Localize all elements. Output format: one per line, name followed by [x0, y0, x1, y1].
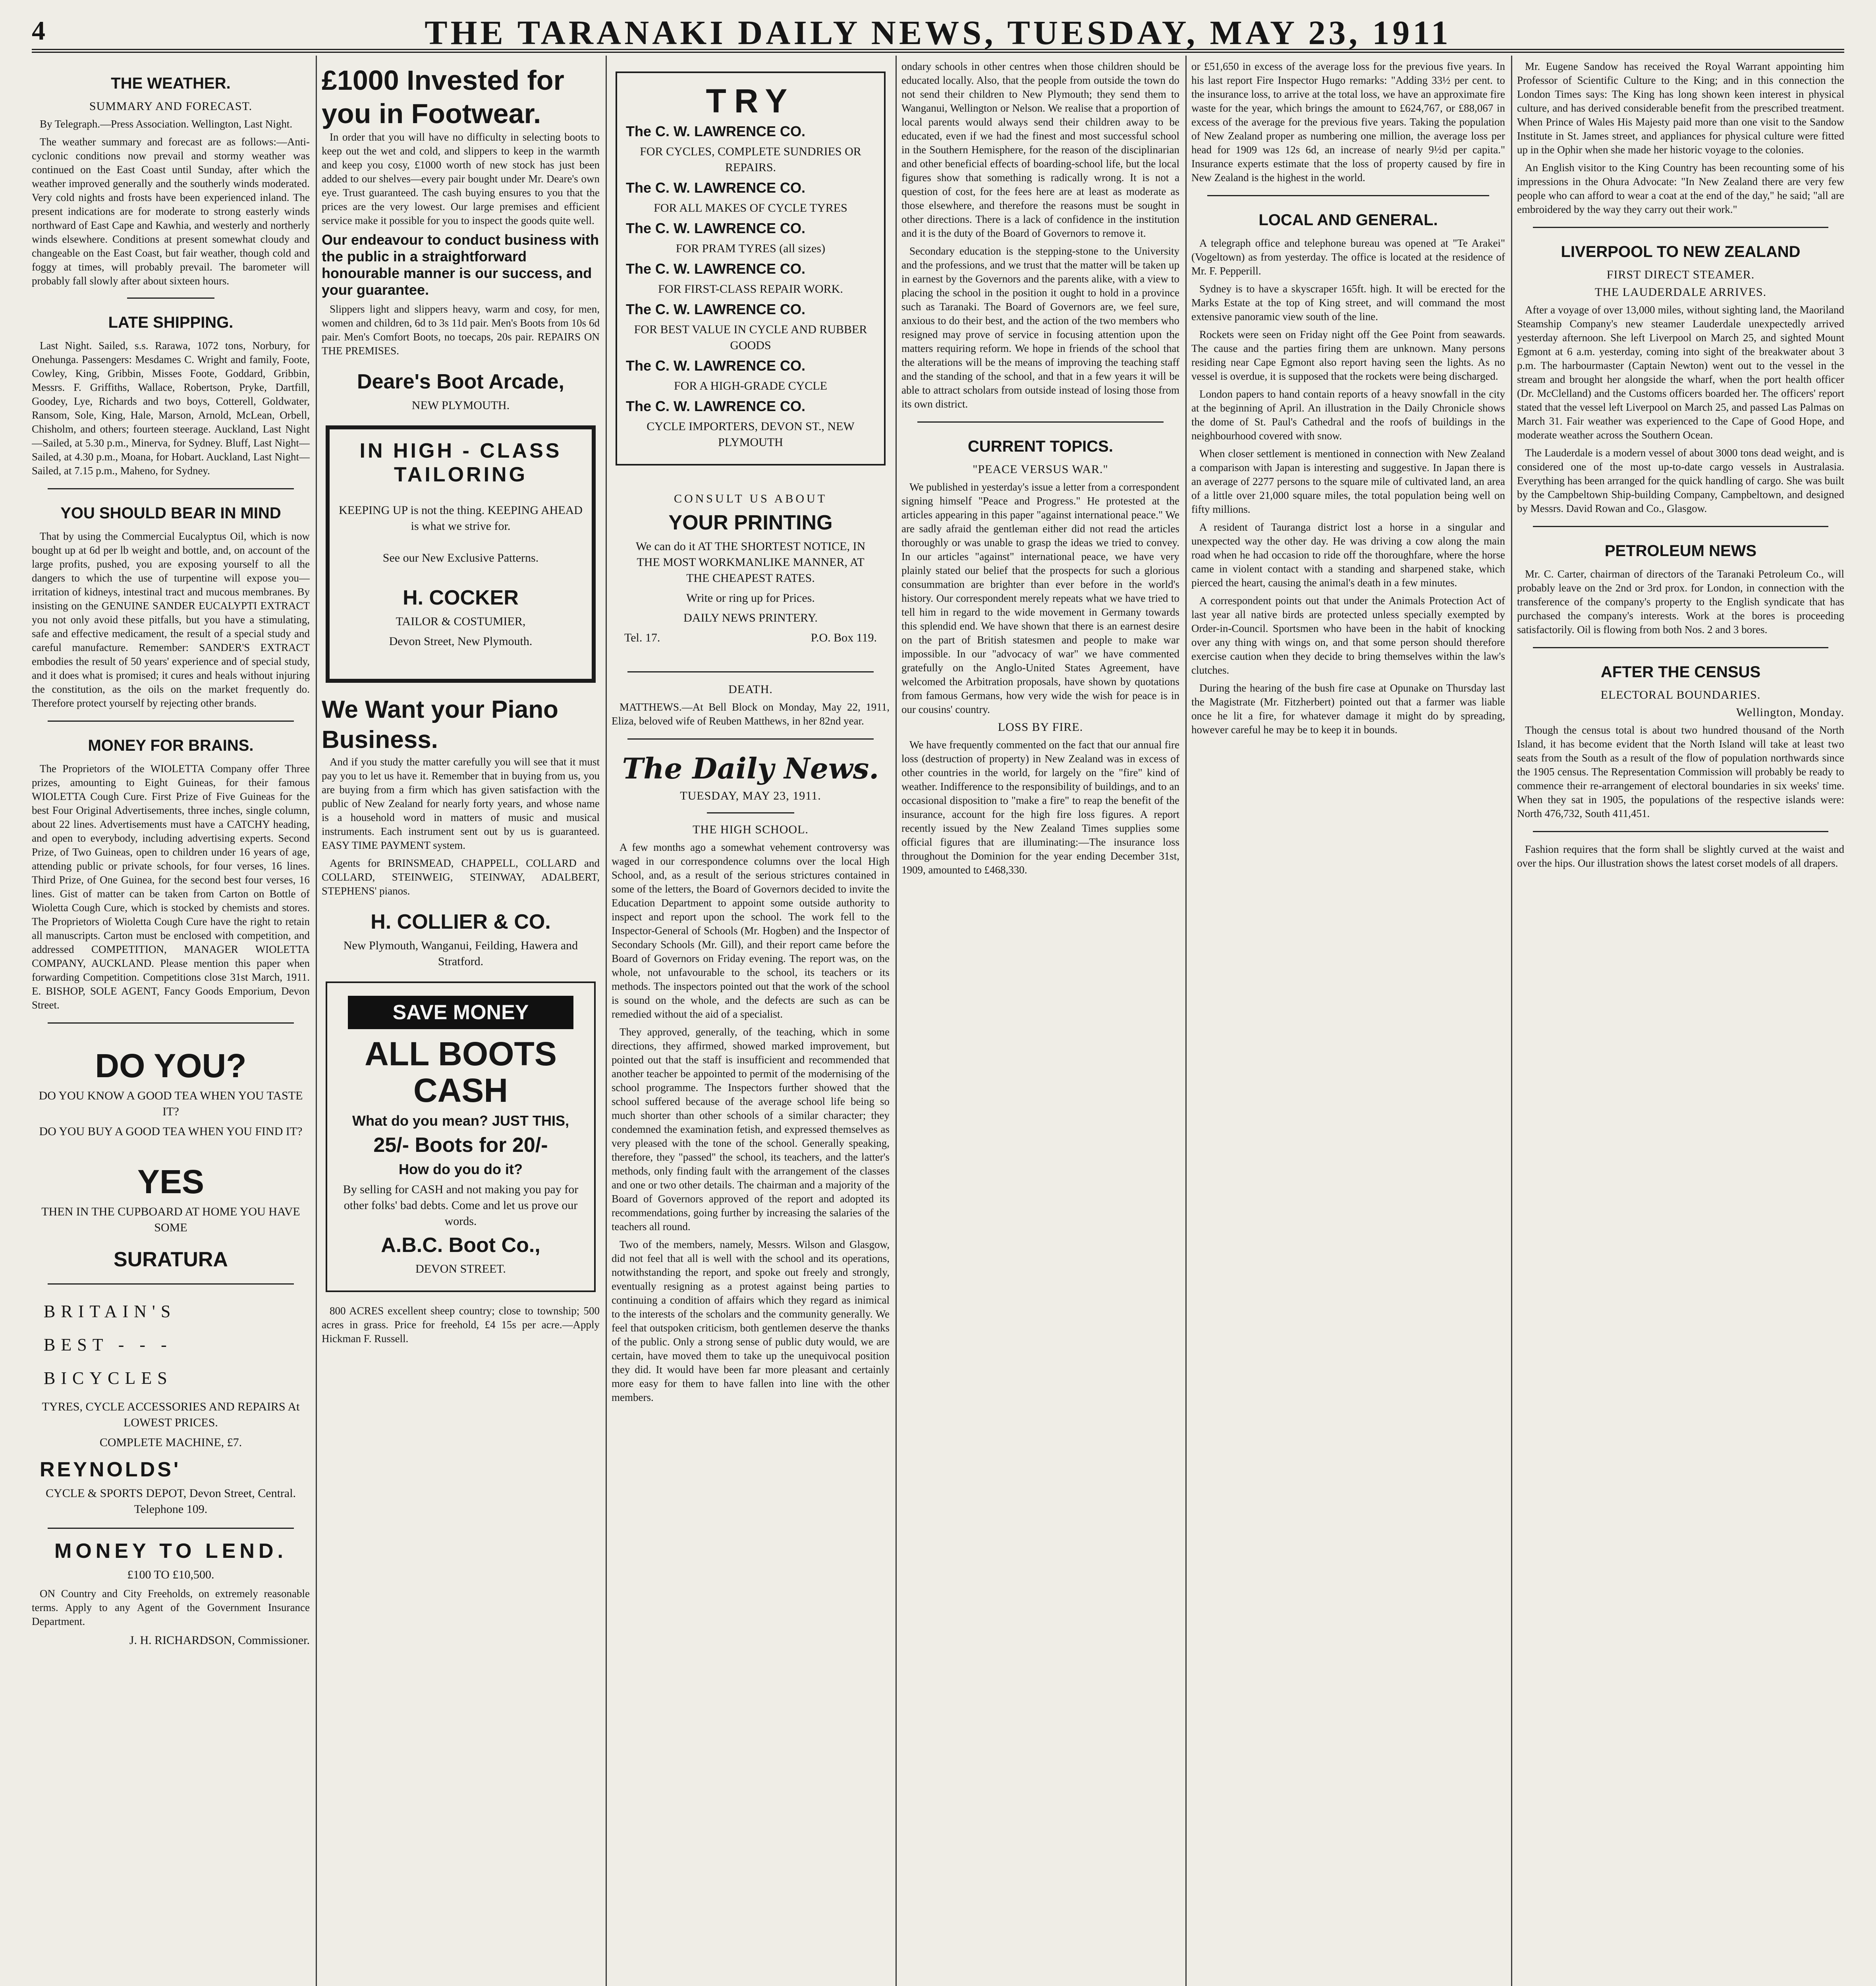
boots-price: 25/- Boots for 20/-: [373, 1134, 548, 1157]
weather-dateline: By Telegraph.—Press Association. Wellington, Last Night.: [40, 118, 293, 130]
column-3: [612, 60, 890, 1986]
school-article-3: Two of the members, namely, Messrs. Wilson and Glasgow, did not feel that all is well with the school and its operations, notwithstanding the report, and spoke out freely and strongly, eventually resigning as a protest against being parties to continuing a condition of affairs which they regard as inimical to the interests of the scholars and the community generally. We feel that outspoken criticism, both gentlemen deserve the thanks of the public. Only a strong sense of public duty would, we are certain, have moved them to take up the unequivocal position they did. It would have been far more pleasant and certainly more easy for them to have fallen into line with the other members.: [612, 1238, 890, 1403]
fire-subheading: LOSS BY FIRE.: [998, 721, 1083, 734]
printery-tel: Tel. 17.: [624, 631, 660, 644]
all-boots-cash: ALL BOOTS CASH: [365, 1035, 557, 1109]
eucalypti-ad-text: That by using the Commercial Eucalyptus Oil, which is now bought up at 6d per lb weight and bottle, and, on account of the large profits, pushed, you are exposing yourself to all the dangers to which the use of turpentine will expose you—irritation of kidneys, intestinal tract and mucous membranes. By insisting on the GENUINE SANDER EUCALYPTI EXTRACT you not only avoid these pitfalls, but you have a stimulating, safe and effective medicament, the result of a special study and careful manufacture. Remember: SANDER'S EXTRACT embodies the result of 50 years' experience and of special study, and it does what is promised; it cures and heals without injuring the constitution, as the oils on the market frequently do. Therefore protect yourself by rejecting other brands.: [32, 530, 310, 709]
census-dateline: Wellington, Monday.: [1736, 706, 1844, 719]
petroleum-article: Mr. C. Carter, chairman of directors of the Taranaki Petroleum Co., will probably leave on the 2nd or 3rd prox. for London, in connection with the transference of the company's property to the English syndicate that has purchased the company's interests. Work at the bores is proceeding satisfactorily. Oil is flowing from both Nos. 2 and 3 bores.: [1517, 568, 1844, 636]
daily-news-nameplate: The Daily News.: [622, 752, 879, 785]
fashion-item: Fashion requires that the form shall be slightly curved at the waist and over the hips. Our illustration shows the latest corset models of all drapers.: [1517, 843, 1844, 869]
census-subheading: ELECTORAL BOUNDARIES.: [1600, 688, 1761, 701]
school-article-1: A few months ago a somewhat vehement controversy was waged in our correspondence columns over the local High School, and, as a result of the serious strictures contained in some of the letters, the Board of Governors decided to invite the Education Department to appoint some outside authority to inspect and report upon the school. The work fell to the Inspector-General of Schools (Mr. Hogben) and the Inspector of Secondary Schools (Mr. Gill), and their report came before the Board of Governors on Friday evening. The report was, on the whole, not unfavourable to the school, its teachers or its methods. The inspectors pointed out that the work of the school is sound on the whole, and the defects are such as can be remedied without the aid of a specialist.: [612, 841, 890, 1020]
consult-line: CONSULT US ABOUT: [674, 492, 828, 505]
death-heading: DEATH.: [728, 683, 773, 696]
collier-places: New Plymouth, Wanganui, Feilding, Hawera and Stratford.: [343, 939, 578, 968]
divider: [1533, 227, 1828, 228]
divider: [627, 738, 874, 740]
death-notice: MATTHEWS.—At Bell Block on Monday, May 22, 1911, Eliza, beloved wife of Reuben Matthews, in her 82nd year.: [612, 701, 890, 727]
column-rule: [316, 56, 317, 1986]
local-item: Rockets were seen on Friday night off the Gee Point from seawards. The cause and the parties firing them are unknown. Many persons residing near Cape Egmont also report having seen the lights. As no vessel is overdue, it is supposed that the rockets were being discharged.: [1191, 328, 1505, 382]
school-article-2: They approved, generally, of the teaching, which in some directions, they affirmed, showed marked improvement, but pointed out that the staff is insufficient and recommended that another teacher be appointed to permit of the modernising of the school programme. The Inspectors further showed that the school suffered because of the average school life being so much shorter than other schools of a similar character; they condemned the examination fetish, and expressed themselves as very pleased with the tone of the school. Generally speaking, therefore, they "passed" the school, its teachers, and the latter's methods, only finding fault with the arrangement of the classes and one or two other details. The chairman and a majority of the Board of Governors approved of the report and adopted its recommendations, going further by increasing the salaries of the teachers all round.: [612, 1026, 890, 1233]
weather-subheading: SUMMARY AND FORECAST.: [89, 100, 253, 113]
nameplate-date: TUESDAY, MAY 23, 1911.: [680, 789, 821, 802]
steamer-subheading: FIRST DIRECT STEAMER.: [1606, 268, 1755, 281]
weather-heading: THE WEATHER.: [111, 75, 231, 92]
money-sum: £100 TO £10,500.: [127, 1568, 214, 1581]
masthead: [32, 11, 1844, 53]
richardson-signature: J. H. RICHARDSON, Commissioner.: [129, 1634, 310, 1647]
divider: [1207, 195, 1489, 196]
tailoring-ad: [326, 425, 596, 683]
boots-question: What do you mean? JUST THIS,: [352, 1113, 569, 1129]
printing-ad: [616, 477, 886, 659]
money-heading: MONEY TO LEND.: [54, 1540, 287, 1563]
column-rule: [896, 56, 897, 1986]
shipping-article: Last Night. Sailed, s.s. Rarawa, 1072 tons, Norbury, for Onehunga. Passengers: Mesdames C. Wright and family, Foote, Cowley, King, Gribbin, Misses Foote, Goddard, Gribbin, Messrs. F. Griffiths, Wallace, Robertson, Pryke, Dartfill, Goodey, Lye, Richards and two boys, Cotterell, Goldwater, Ransom, Sole, King, Hale, Marson, Arnold, McLean, Orbell, Chisholm, and others; fourteen steerage. Auckland, Last Night—Sailed, at 5.30 p.m., Minerva, for Sydney. Bluff, Last Night—Sailed, at 4.30 p.m., Moana, for Hobart. Auckland, Last Night—Sailed, at 7.15 p.m., Maheno, for Sydney.: [32, 340, 310, 477]
local-item: During the hearing of the bush fire case at Opunake on Thursday last the Magistrate (Mr. Fitzherbert) pointed out that a farmer was liable once he lit a fire, for whatever damage it might do by spreading, however careful he may be to keep it in bounds.: [1191, 682, 1505, 736]
divider: [1533, 831, 1828, 832]
lawrence-name: The C. W. LAWRENCE CO.: [626, 301, 806, 317]
local-item: A resident of Tauranga district lost a horse in a singular and unexpected way the other day. He was driving a cow along the main road when he had occasion to ride off the thoroughfare, where the horse came in violent contact with a standing and sharpened stake, which pierced the heart, causing the animal's death in a few minutes.: [1191, 521, 1505, 589]
lawrence-item-5: FOR BEST VALUE IN CYCLE AND RUBBER GOODS: [634, 323, 867, 352]
census-heading: AFTER THE CENSUS: [1600, 663, 1761, 681]
lauderdale-article: After a voyage of over 13,000 miles, without sighting land, the Maoriland Steamship Company's new steamer Lauderdale unexpectedly arrived yesterday afternoon. She left Liverpool on March 25, and sighted Mount Egmont at 6 a.m. yesterday, coming into sight of the breakwater about 3 p.m. The harbourmaster (Captain Newton) went out to the vessel in the stream and brought her alongside the wharf, when the port health officer (Dr. McClelland) and the Customs officers boarded her. The officers' report stated that the vessel left Liverpool on March 25, and passed Las Palmas on March 31. Fair weather was experienced to the Cape of Good Hope, and moderate weather across the Southern Ocean.: [1517, 304, 1844, 441]
printing-write: Write or ring up for Prices.: [686, 591, 815, 605]
local-item: A correspondent points out that under the Animals Protection Act of last year all native birds are protected unless specially exempted by Order-in-Council. Sportsmen who have been in the habit of knocking over any thing with wings on, and that some person should therefore exercise caution when they decide to bring themselves within the law's clutches.: [1191, 595, 1505, 676]
footwear-text: In order that you will have no difficulty in selecting boots to keep out the wet and cold, and slippers to keep in the warmth and keep you cosy, £1000 worth of new stock has just been added to our shelves—every pair bought under Mr. Deare's own eye. Trust guaranteed. The cash buying ensures to you that the prices are the very lowest. Our large premises and efficient service make it possible for you to inspect the goods quite well.: [322, 131, 600, 226]
fire-article-continued: or £51,650 in excess of the average loss for the previous five years. In his last report Fire Inspector Hugo remarks: "Adding 33½ per cent. to the insurance loss, to arrive at the total loss, we have an approximate fire waste for the year, which brings the amount to £624,767, or £88,067 in excess of the average for the previous five years. Taking the population of New Zealand proper as numbering one million, the average loss per head for 1909 was 12s 6d, an increase of nearly 9½d per capita." Insurance experts estimate that the loss of property caused by fire in New Zealand is the highest in the world.: [1191, 60, 1505, 184]
divider: [127, 298, 214, 299]
liverpool-heading: LIVERPOOL TO NEW ZEALAND: [1561, 243, 1801, 261]
local-item: Sydney is to have a skyscraper 165ft. high. It will be erected for the Marks Estate at the top of King street, and will command the most extensive panoramic view south of the line.: [1191, 283, 1505, 323]
footwear-prices: Slippers light and slippers heavy, warm and cosy, for men, women and children, 6d to 3s 11d pair. Men's Boots from 10s 6d pair. Men's Comfort Boots, no toecaps, 20s pair. REPAIRS ON THE PREMISES.: [322, 303, 600, 357]
local-item: London papers to hand contain reports of a heavy snowfall in the city at the beginning of April. An illustration in the Daily Chronicle shows the dome of St. Paul's Cathedral and the roofs of buildings in the neighbourhood covered with snow.: [1191, 388, 1505, 442]
sheep-country-ad: 800 ACRES excellent sheep country; close to township; 500 acres in grass. Price for freehold, £4 15s per acre.—Apply Hickman F. Russell.: [322, 1305, 600, 1345]
bsa-price: COMPLETE MACHINE, £7.: [99, 1436, 242, 1449]
money-text: ON Country and City Freeholds, on extremely reasonable terms. Apply to any Agent of the Government Insurance Department.: [32, 1588, 310, 1627]
lawrence-name: The C. W. LAWRENCE CO.: [626, 220, 806, 236]
page-number: 4: [32, 15, 45, 46]
local-general-heading: LOCAL AND GENERAL.: [1258, 211, 1438, 229]
lawrence-name: The C. W. LAWRENCE CO.: [626, 123, 806, 139]
deare-place: NEW PLYMOUTH.: [411, 399, 510, 412]
abc-name: A.B.C. Boot Co.,: [381, 1234, 540, 1257]
lawrence-item-4: FOR FIRST-CLASS REPAIR WORK.: [658, 282, 843, 296]
printery-box: P.O. Box 119.: [811, 631, 877, 644]
reynolds-name: REYNOLDS': [40, 1458, 181, 1481]
footwear-guarantee: Our endeavour to conduct business with the public in a straightforward honourable manner is our success, and your guarantee.: [322, 232, 599, 298]
printing-text: We can do it AT THE SHORTEST NOTICE, IN THE MOST WORKMANLIKE MANNER, AT THE CHEAPEST RATES.: [635, 540, 866, 585]
suratura-brand: SURATURA: [114, 1248, 228, 1271]
lauderdale-subheading: THE LAUDERDALE ARRIVES.: [1594, 286, 1767, 299]
lawrence-item-1: FOR CYCLES, COMPLETE SUNDRIES OR REPAIRS.: [640, 145, 861, 174]
do-you-heading: DO YOU?: [95, 1047, 247, 1084]
lawrence-item-3: FOR PRAM TYRES (all sizes): [676, 242, 826, 255]
piano-agents: Agents for BRINSMEAD, CHAPPELL, COLLARD and COLLARD, STEINWEIG, STEINWAY, ADALBERT, STEPHENS' pianos.: [322, 857, 600, 897]
local-item: A telegraph office and telephone bureau was opened at "Te Arakei" (Vogeltown) as from yesterday. The office is located at the residence of Mr. F. Pepperill.: [1191, 237, 1505, 277]
sandow-article: Mr. Eugene Sandow has received the Royal Warrant appointing him Professor of Scientific Culture to the King; and in this connection the London Times says: The King has long shown keen interest in physical culture, and has derived considerable benefit from the prescribed treatment. When Prince of Wales His Majesty paid more than one visit to the Sandow Institute in St. James street, and appliances for physical culture were fitted up in the Ophir when she made her historic voyage to the colonies.: [1517, 60, 1844, 156]
column-5: [1191, 60, 1505, 1986]
divider: [627, 671, 874, 672]
school-article-continued-2: Secondary education is the stepping-stone to the University and the professions, and we trust that the matter will be taken up in earnest by the Governors and the parents alike, with a view to placing the school in the position it ought to hold in a province such as Taranaki. The Board of Governors are, we feel sure, anxious to do their best, and the action of the two members who resigned may prove of service in focusing attention upon the matters requiring reform. We hope in friends of the school that the alterations will be the means of improving the teaching staff and the standing of the school, and that in a few years it will be able to attract scholars from outside instead of losing those from its own district.: [901, 245, 1179, 410]
eucalypti-heading: YOU SHOULD BEAR IN MIND: [60, 504, 281, 522]
cocker-name: H. COCKER: [403, 586, 519, 609]
fire-article: We have frequently commented on the fact that our annual fire loss (destruction of property) in New Zealand was in excess of other countries in the world, for largely on the "fire" kind of weather. Indifference to the responsibility of buildings, and to an occasional disposition to "make a fire" to reap the benefit of the insurance, account for the high fire loss figures. A report recently issued by the New Zealand Times supplies some official figures that are illuminating:—The insurance loss throughout the Dominion for the year ending December 31st, 1909, amounted to £468,330.: [901, 739, 1179, 876]
school-heading: THE HIGH SCHOOL.: [693, 823, 809, 836]
divider: [1533, 647, 1828, 648]
peace-subheading: "PEACE VERSUS WAR.": [973, 463, 1108, 476]
school-article-continued: ondary schools in other centres when those children should be educated locally. Also, that the people from outside the town do not send their children to New Plymouth; they send them to Wanganui, Wellington or Nelson. We realise that a proportion of local parents would always send their children away to be educated, even if we had the finest and most successful school in the Southern Hemisphere, for the reason of the disciplinarian and other beneficial effects of boarding-school life, but the local figures show that something is radically wrong. It is not a question of cost, for the fees here are at least as moderate as those elsewhere, and therefore the reasons must be sought in other directions. There is a lack of confidence in the institution and it is the duty of the Board of Governors to remove it.: [901, 60, 1179, 239]
peace-article: We published in yesterday's issue a letter from a correspondent signing himself "Peace and Progress." He protested at the articles appearing in this paper "against international peace." We are sadly afraid the gentleman either did not read the articles thoroughly or was unable to grasp the ideas we tried to convey. In our articles "against" international peace, we have very plainly stated our belief that the prospects for such a glorious consummation are brighter than ever before in the world's history. Our correspondent merely repeats what we have tried to tell him in regard to the wide movement in Germany towards this splendid end. We have shown that there is an earnest desire on the part of British statesmen and people to make war impossible. In our "advocacy of war" we have commented gratefully on the Anglo-United States Agreement, have welcomed the Arbitration proposals, have shown by quotations from famous Germans, how very wide the wish for peace is in our cousins' country.: [901, 481, 1179, 715]
lawrence-item-6: FOR A HIGH-GRADE CYCLE: [674, 379, 827, 392]
deare-name: Deare's Boot Arcade,: [357, 370, 564, 393]
bsa-line-2: BEST - - -: [44, 1335, 172, 1354]
printery-contact: [624, 630, 877, 646]
yes-heading: YES: [137, 1163, 205, 1200]
piano-headline: We Want your Piano Business.: [322, 696, 558, 753]
tailoring-heading: IN HIGH - CLASS TAILORING: [359, 439, 562, 486]
divider: [48, 1022, 294, 1024]
current-topics-heading: CURRENT TOPICS.: [968, 438, 1113, 455]
printery-name: DAILY NEWS PRINTERY.: [683, 611, 818, 624]
lawrence-item-2: FOR ALL MAKES OF CYCLE TYRES: [654, 201, 847, 214]
printing-heading: YOUR PRINTING: [668, 511, 833, 534]
divider: [917, 421, 1164, 423]
column-6: [1517, 60, 1844, 1986]
reynolds-text: CYCLE & SPORTS DEPOT, Devon Street, Central. Telephone 109.: [45, 1487, 296, 1516]
local-item: When closer settlement is mentioned in connection with New Zealand a comparison with Japan is interesting and suggestive. In Japan there is an average of 2277 persons to the square mile of cultivated land, an area of a little over 21,000 square miles, the total population being well on fifty millions.: [1191, 448, 1505, 515]
lauderdale-article-2: The Lauderdale is a modern vessel of about 3000 tons dead weight, and is considered one of the most up-to-date cargo vessels in Australasia. Everything has been arranged for the quick handling of cargo. She was built by the Campbeltown Ship-building Company, Campbeltown, and designed by Messrs. David Rowan and Co., Glasgow.: [1517, 447, 1844, 514]
brains-heading: MONEY FOR BRAINS.: [88, 737, 254, 754]
yes-line: THEN IN THE CUPBOARD AT HOME YOU HAVE SOME: [41, 1205, 300, 1234]
divider: [1533, 526, 1828, 527]
abc-place: DEVON STREET.: [415, 1262, 506, 1275]
lawrence-name: The C. W. LAWRENCE CO.: [626, 261, 806, 277]
cocker-trade: TAILOR & COSTUMIER,: [396, 615, 526, 628]
divider: [48, 721, 294, 722]
lawrence-ad: [616, 71, 886, 466]
census-article: Though the census total is about two hundred thousand of the North Island, it has become evident that the North Island will take at least two seats from the South as a result of the flow of population northwards since the 1905 census. The Representation Commission will probably be ready to commence their re-arrangement of electoral boundaries in six weeks' time. When they sat in 1905, the populations of the respective islands were: North 476,732, South 411,451.: [1517, 724, 1844, 819]
footwear-headline: £1000 Invested for you in Footwear.: [322, 65, 564, 129]
cocker-place: Devon Street, New Plymouth.: [389, 635, 533, 648]
column-2: [322, 60, 600, 1986]
divider: [48, 1528, 294, 1529]
column-rule: [1511, 56, 1512, 1986]
bsa-line-1: BRITAIN'S: [44, 1302, 176, 1321]
do-you-line-2: DO YOU BUY A GOOD TEA WHEN YOU FIND IT?: [39, 1125, 303, 1138]
do-you-line-1: DO YOU KNOW A GOOD TEA WHEN YOU TASTE IT?: [39, 1089, 303, 1118]
tailoring-patterns: See our New Exclusive Patterns.: [382, 551, 539, 564]
weather-article: The weather summary and forecast are as follows:—Anti-cyclonic conditions now prevail and stormy weather was continued on the East Coast until Sunday, after which the weather improved generally and the southerly winds moderated. Very cold nights and frosts have been experienced inland. The present indications are for moderate to strong easterly winds northward of East Cape and Kawhia, and westerly and northerly winds elsewhere. Conditions at present somewhat cloudy and changeable on the East Coast, but fair weather, though cold and foggy at times, will probably prevail. The barometer will probably fall slowly after about sixteen hours.: [32, 136, 310, 287]
save-money-banner: SAVE MONEY: [348, 996, 573, 1029]
tailoring-text: KEEPING UP is not the thing. KEEPING AHEAD is what we strive for.: [339, 504, 583, 533]
piano-text: And if you study the matter carefully you will see that it must pay you to let us have it. Remember that in buying from us, you are buying from a firm which has given satisfaction with the public of New Zealand for nearly forty years, and whose name is a household word in matters of music and musical instruments. Each instrument sent out by us is guaranteed. EASY TIME PAYMENT system.: [322, 756, 600, 851]
newspaper-title: THE TARANAKI DAILY NEWS, TUESDAY, MAY 23, 1911: [425, 14, 1451, 52]
brains-ad-text: The Proprietors of the WIOLETTA Company offer Three prizes, amounting to Eight Guineas, for their famous WIOLETTA Cough Cure. First Prize of Five Guineas for the best Four Original Advertisements, three inches, single column, about 22 lines. Advertisements must have a CATCHY heading, and open to everybody, including advertising experts. Second Prize, of Two Guineas, open to children under 16 years of age, attending public or private schools, for four verses, 16 lines. Third Prize, of One Guinea, for the second best four verses, 16 lines. Gist of matter can be taken from Carton on Bottle of Wioletta Cough Cure, which is stocked by chemists and stores. The Proprietors of Wioletta Cough Cure have the right to retain all manuscripts. Carton must be enclosed with competition, and addressed COMPETITION, MANAGER WIOLETTA COMPANY, AUCKLAND. Please mention this paper when forwarding Competition. Competitions close 31st March, 1911. E. BISHOP, SOLE AGENT, Fancy Goods Emporium, Devon Street.: [32, 763, 310, 1011]
divider: [48, 488, 294, 489]
petroleum-heading: PETROLEUM NEWS: [1604, 542, 1757, 560]
king-country-article: An English visitor to the King Country has been recounting some of his impressions in the Ohura Advocate: "In New Zealand there are very few people who can afford to wear a coat at the end of the day," he said; "all are embroidered by the way they carry out their work.": [1517, 162, 1844, 215]
boots-how: How do you do it?: [399, 1161, 523, 1177]
lawrence-name: The C. W. LAWRENCE CO.: [626, 180, 806, 196]
lawrence-name: The C. W. LAWRENCE CO.: [626, 357, 806, 374]
column-1: [32, 60, 310, 1986]
collier-name: H. COLLIER & CO.: [371, 910, 551, 933]
divider: [48, 1283, 294, 1285]
column-4: [901, 60, 1179, 1986]
shipping-heading: LATE SHIPPING.: [108, 314, 234, 331]
abc-boot-ad: [326, 981, 596, 1292]
boots-text: By selling for CASH and not making you pay for other folks' bad debts. Come and let us prove our words.: [343, 1183, 579, 1228]
column-rule: [1185, 56, 1187, 1986]
bsa-line-3: BICYCLES: [44, 1368, 173, 1388]
bsa-text: TYRES, CYCLE ACCESSORIES AND REPAIRS At LOWEST PRICES.: [42, 1400, 300, 1429]
lawrence-item-7: CYCLE IMPORTERS, DEVON ST., NEW PLYMOUTH: [647, 420, 855, 449]
lawrence-name: The C. W. LAWRENCE CO.: [626, 398, 806, 414]
column-rule: [606, 56, 607, 1986]
try-heading: TRY: [706, 82, 795, 120]
divider: [707, 812, 794, 813]
